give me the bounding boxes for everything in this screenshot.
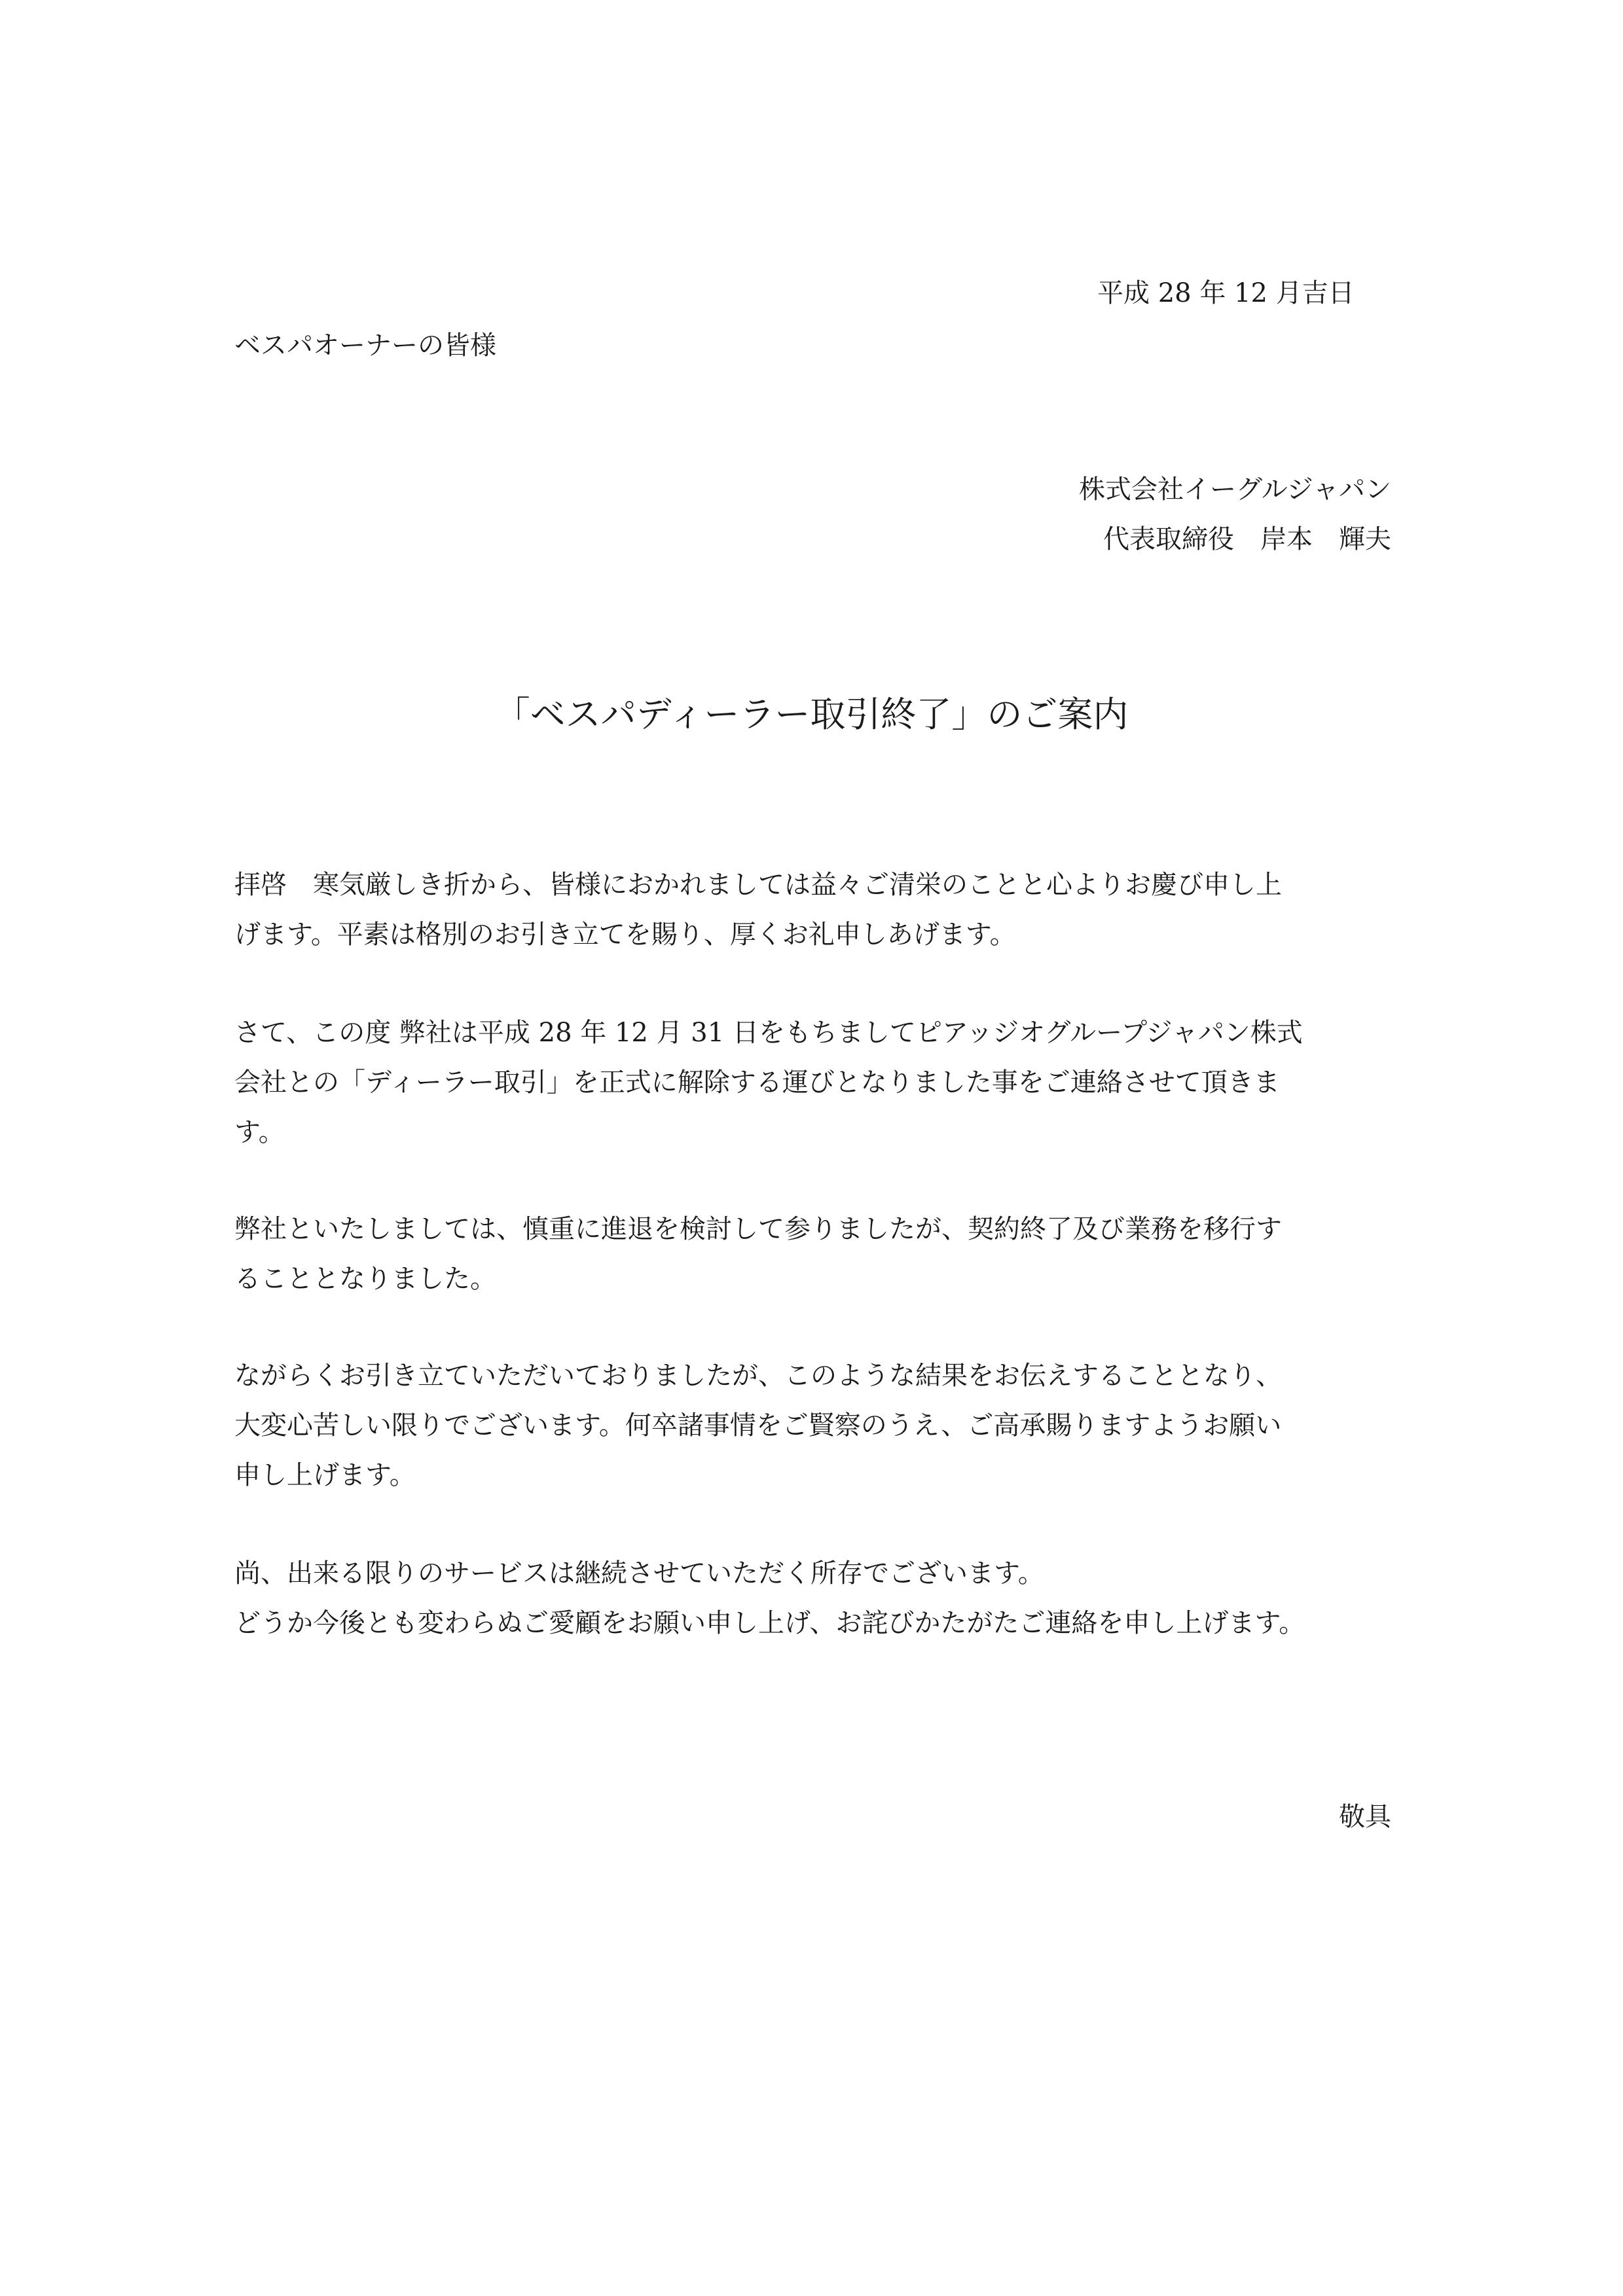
letter-closing: 敬具 <box>1339 1802 1391 1832</box>
text-line: 会社との「ディーラー取引」を正式に解除する運びとなりました事をご連絡させて頂きま <box>234 1067 1280 1098</box>
text-line: 尚、出来る限りのサービスは継続させていただく所存でございます。 <box>234 1558 1044 1588</box>
text-line: さて、この度 弊社は平成 28 年 12 月 31 日をもちましてピアッジオグループジャパン株式 <box>234 1018 1303 1048</box>
text-line: どうか今後とも変わらぬご愛顧をお願い申し上げ、お詫びかたがたご連絡を申し上げます。 <box>234 1608 1305 1638</box>
paragraph-greeting <box>234 860 1393 960</box>
sender-representative: 代表取締役 岸本 輝夫 <box>1103 524 1391 554</box>
text-line: 拝啓 寒気厳しき折から、皆様におかれましては益々ご清栄のことと心よりお慶び申し上 <box>234 870 1282 900</box>
paragraph-apology <box>234 1351 1393 1500</box>
letter-title: 「ベスパディーラー取引終了」のご案内 <box>494 694 1129 735</box>
text-line: げます。平素は格別のお引き立てを賜り、厚くお礼申しあげます。 <box>234 920 1016 950</box>
text-line: ながらくお引き立ていただいておりましたが、このような結果をお伝えすることとなり、 <box>234 1361 1282 1391</box>
sender-company: 株式会社イーグルジャパン <box>1079 475 1391 505</box>
letter-recipient: ベスパオーナーの皆様 <box>234 331 496 361</box>
paragraph-decision <box>234 1204 1393 1304</box>
text-line: 申し上げます。 <box>234 1460 416 1490</box>
letter-date: 平成 28 年 12 月吉日 <box>1097 278 1355 308</box>
text-line: 弊社といたしましては、慎重に進退を検討して参りましたが、契約終了及び業務を移行す <box>234 1214 1282 1244</box>
paragraph-announcement <box>234 1008 1393 1157</box>
text-line: ることとなりました。 <box>234 1264 496 1294</box>
text-line: 大変心苦しい限りでございます。何卒諸事情をご賢察のうえ、ご高承賜りますようお願い <box>234 1410 1282 1441</box>
paragraph-service <box>234 1549 1393 1648</box>
text-line: す。 <box>234 1117 285 1147</box>
